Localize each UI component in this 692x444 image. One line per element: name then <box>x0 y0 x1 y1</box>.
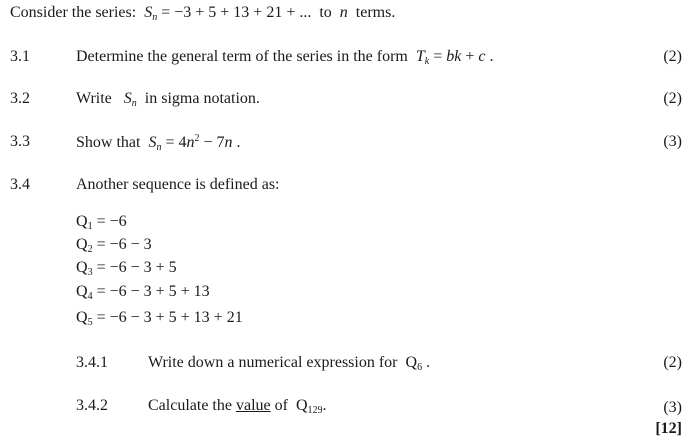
q-label: Q <box>76 236 88 253</box>
q-sub: 4 <box>87 291 93 302</box>
underlined-word: value <box>235 397 271 414</box>
subquestion-3-4-1-text <box>148 354 430 373</box>
marks: (2) <box>663 90 682 107</box>
formula-render: $S_n$ <box>123 90 137 109</box>
question-number: 3.4 <box>10 176 30 193</box>
q-sub: 3 <box>87 267 93 278</box>
subquestion-number: 3.4.1 <box>76 354 108 371</box>
subquestion-3-4-2-text <box>148 397 327 416</box>
marks: (3) <box>663 133 682 150</box>
question-text: Write <box>76 90 112 107</box>
period: . <box>322 397 327 414</box>
q-sub: 6 <box>417 362 423 373</box>
q-sub: 129 <box>307 405 323 416</box>
q-expr: = −6 − 3 + 5 + 13 <box>96 283 210 300</box>
q-label: Q <box>76 259 88 276</box>
q-sub: 5 <box>87 317 93 328</box>
q-sub: 1 <box>87 221 93 232</box>
q-expr: = −6 − 3 + 5 + 13 + 21 <box>96 309 243 326</box>
question-text: Determine the general term of the series in the form <box>76 48 408 65</box>
subquestion-text: Calculate the <box>148 397 232 414</box>
question-number: 3.3 <box>10 133 30 150</box>
q-label: Q <box>76 283 88 300</box>
period: . <box>426 354 431 371</box>
q-expr: = −6 − 3 + 5 <box>96 259 177 276</box>
total-marks: [12] <box>655 420 682 437</box>
intro-formula-render: $S_n = -3 + 5 + 13 + 21$ + ... to n terms. <box>144 4 396 23</box>
formula-render: $S_n = 4n^2 - 7n$ . <box>148 133 241 153</box>
sequence-row <box>76 309 243 328</box>
subquestion-number: 3.4.2 <box>76 397 108 414</box>
sequence-row <box>76 259 177 278</box>
intro-prefix: Consider the series: <box>10 4 137 21</box>
q-label: Q <box>76 309 88 326</box>
question-3-2-text <box>76 90 260 109</box>
marks: (2) <box>663 354 682 371</box>
marks: (2) <box>663 48 682 65</box>
q-label: Q <box>295 397 308 414</box>
intro-line <box>10 4 395 23</box>
sequence-row <box>76 213 127 232</box>
question-3-1-text <box>76 48 494 67</box>
sequence-row <box>76 283 210 302</box>
q-expr: = −6 <box>96 213 127 230</box>
formula-render: $T_k$ = bk + c . <box>415 48 494 67</box>
question-3-4-text: Another sequence is defined as: <box>76 176 280 193</box>
question-number: 3.1 <box>10 48 30 65</box>
subquestion-text: Write down a numerical expression for <box>148 354 398 371</box>
q-sub: 2 <box>87 244 93 255</box>
question-3-3-text <box>76 133 241 153</box>
q-label: Q <box>405 354 418 371</box>
sequence-row <box>76 236 152 255</box>
q-expr: = −6 − 3 <box>96 236 152 253</box>
marks: (3) <box>663 399 682 416</box>
question-text-suffix: in sigma notation. <box>144 90 260 107</box>
q-label: Q <box>76 213 88 230</box>
question-text: Show that <box>76 134 141 151</box>
subquestion-text-mid: of <box>274 397 288 414</box>
question-number: 3.2 <box>10 90 30 107</box>
